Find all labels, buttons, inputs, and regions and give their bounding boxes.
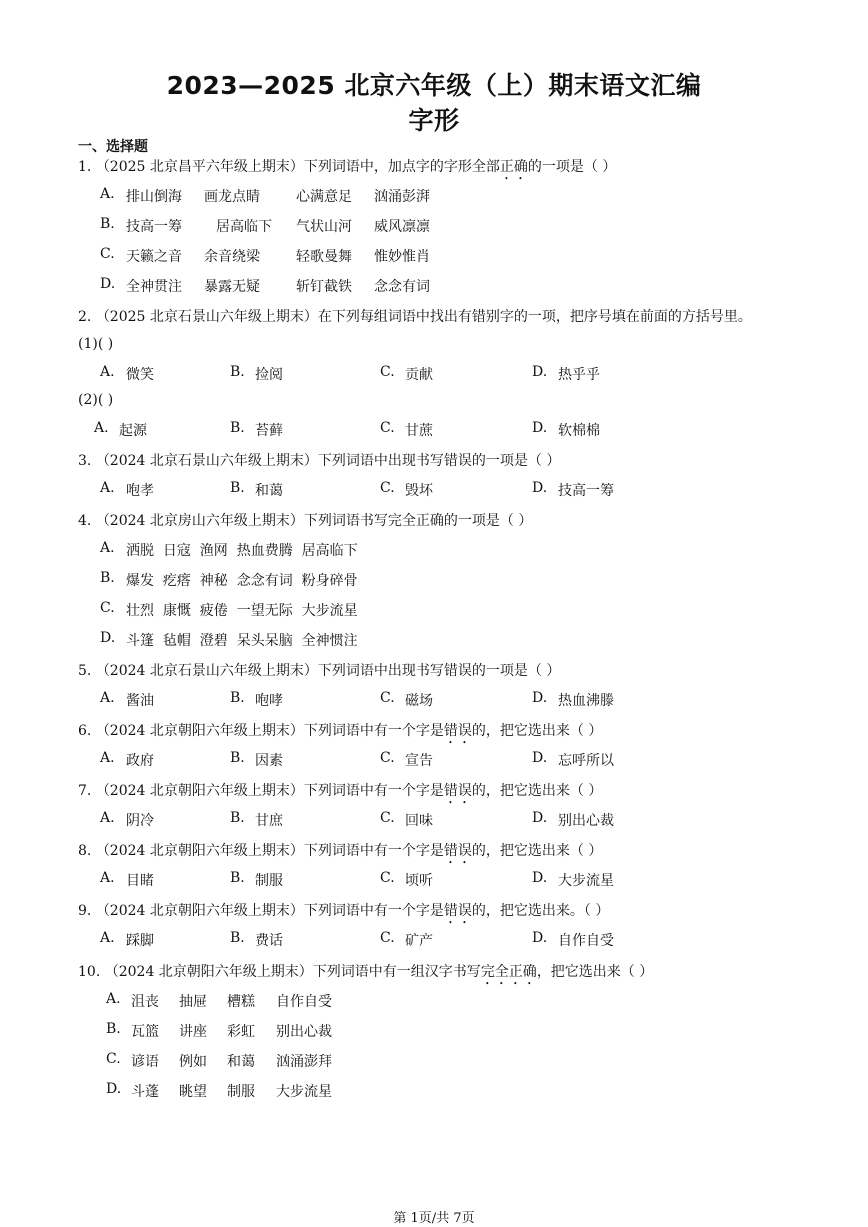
option-word: 甘蔗 bbox=[405, 423, 433, 439]
option-word: 念念有词 bbox=[374, 279, 430, 295]
question-source: （2024 北京朝阳六年级上期末） bbox=[95, 723, 304, 739]
option-word: 自作自受 bbox=[558, 933, 614, 949]
option-word: 制服 bbox=[227, 1084, 255, 1100]
option-label: C. bbox=[380, 420, 395, 436]
option-word: 汹涌澎拜 bbox=[276, 1054, 332, 1070]
option-word: 踩脚 bbox=[126, 933, 154, 949]
option-label: A. bbox=[100, 540, 115, 556]
question-9 bbox=[78, 900, 609, 927]
question-stem: 下列词语中有一个字是错误的，把它选出来（ ） bbox=[303, 723, 603, 739]
question-7 bbox=[78, 780, 602, 807]
option-word: 阴冷 bbox=[126, 813, 154, 829]
option-label: C. bbox=[380, 750, 395, 766]
option-label: B. bbox=[100, 216, 115, 232]
option-label: A. bbox=[100, 870, 115, 886]
option-label: D. bbox=[532, 930, 548, 946]
question-stem: 下列词语中有一个字是错误的，把它选出来。（ ） bbox=[303, 903, 610, 919]
question-source: （2025 北京昌平六年级上期末） bbox=[95, 159, 304, 175]
section-heading: 一、选择题 bbox=[78, 139, 148, 155]
option-word: 画龙点睛 bbox=[204, 189, 260, 205]
question-number: 9. bbox=[78, 903, 92, 919]
option-word: 气状山河 bbox=[296, 219, 352, 235]
question-2 bbox=[78, 306, 752, 326]
question-4 bbox=[78, 510, 532, 530]
option-label: D. bbox=[100, 630, 116, 646]
sub-question-2: (2)( ) bbox=[78, 392, 114, 408]
question-source: （2025 北京石景山六年级上期末） bbox=[95, 309, 318, 325]
option-label: A. bbox=[100, 186, 115, 202]
option-word: 制服 bbox=[255, 873, 283, 889]
option-label: D. bbox=[532, 750, 548, 766]
option-word: 威风凛凛 bbox=[374, 219, 430, 235]
document-subtitle: 字形 bbox=[408, 106, 460, 135]
question-number: 1. bbox=[78, 159, 92, 175]
option-label: D. bbox=[532, 690, 548, 706]
option-word: 天籁之音 bbox=[126, 249, 182, 265]
emphasis-dots: 错误 bbox=[443, 723, 472, 739]
option-label: B. bbox=[230, 690, 245, 706]
option-word: 贡献 bbox=[405, 367, 433, 383]
option-word: 咆孝 bbox=[126, 483, 154, 499]
option-label: B. bbox=[230, 420, 245, 436]
option-word: 甘庶 bbox=[255, 813, 283, 829]
document-title: 2023—2025 北京六年级（上）期末语文汇编 bbox=[166, 71, 702, 100]
question-1 bbox=[78, 156, 616, 183]
option-label: A. bbox=[100, 930, 115, 946]
option-label: B. bbox=[230, 750, 245, 766]
option-word: 心满意足 bbox=[296, 189, 352, 205]
option-word: 别出心裁 bbox=[558, 813, 614, 829]
question-number: 7. bbox=[78, 783, 92, 799]
option-label: B. bbox=[230, 480, 245, 496]
question-stem: 下列词语中有一个字是错误的，把它选出来（ ） bbox=[303, 843, 603, 859]
option-label: D. bbox=[532, 480, 548, 496]
question-5 bbox=[78, 660, 560, 680]
option-word: 忘呼所以 bbox=[558, 753, 614, 769]
option-label: A. bbox=[100, 480, 115, 496]
option-text: 爆发 疙瘩 神秘 念念有词 粉身碎骨 bbox=[126, 573, 358, 589]
option-word: 热乎乎 bbox=[558, 367, 600, 383]
option-word: 软棉棉 bbox=[558, 423, 600, 439]
option-label: D. bbox=[532, 870, 548, 886]
option-label: C. bbox=[380, 810, 395, 826]
option-word: 例如 bbox=[179, 1054, 207, 1070]
option-label: B. bbox=[230, 364, 245, 380]
question-number: 6. bbox=[78, 723, 92, 739]
option-word: 酱油 bbox=[126, 693, 154, 709]
option-label: D. bbox=[532, 420, 548, 436]
question-number: 10. bbox=[78, 964, 101, 980]
question-source: （2024 北京朝阳六年级上期末） bbox=[95, 783, 304, 799]
option-word: 政府 bbox=[126, 753, 154, 769]
option-label: C. bbox=[100, 246, 115, 262]
option-word: 槽糕 bbox=[227, 994, 255, 1010]
question-number: 2. bbox=[78, 309, 92, 325]
option-word: 斩钉截铁 bbox=[296, 279, 352, 295]
option-label: A. bbox=[106, 991, 121, 1007]
option-word: 余音绕梁 bbox=[204, 249, 260, 265]
option-label: A. bbox=[100, 750, 115, 766]
option-word: 斗蓬 bbox=[131, 1084, 159, 1100]
option-word: 顷听 bbox=[405, 873, 433, 889]
option-word: 瓦篮 bbox=[131, 1024, 159, 1040]
question-source: （2024 北京石景山六年级上期末） bbox=[95, 453, 318, 469]
option-word: 因素 bbox=[255, 753, 283, 769]
question-stem: 下列词语中，加点字的字形全部正确的一项是（ ） bbox=[303, 159, 617, 175]
option-word: 汹涌彭湃 bbox=[374, 189, 430, 205]
question-source: （2024 北京房山六年级上期末） bbox=[95, 513, 304, 529]
option-label: A. bbox=[100, 690, 115, 706]
option-word: 技高一筹 bbox=[126, 219, 182, 235]
question-8 bbox=[78, 840, 602, 867]
question-source: （2024 北京朝阳六年级上期末） bbox=[104, 964, 313, 980]
emphasis-dots: 正确 bbox=[499, 159, 528, 175]
sub-question-1: (1)( ) bbox=[78, 336, 114, 352]
option-word: 谚语 bbox=[131, 1054, 159, 1070]
emphasis-dots: 错误 bbox=[443, 843, 472, 859]
option-label: C. bbox=[100, 600, 115, 616]
option-label: C. bbox=[380, 364, 395, 380]
question-number: 3. bbox=[78, 453, 92, 469]
option-label: A. bbox=[94, 420, 109, 436]
question-number: 5. bbox=[78, 663, 92, 679]
option-word: 彩虹 bbox=[227, 1024, 255, 1040]
option-label: C. bbox=[106, 1051, 121, 1067]
option-word: 自作自受 bbox=[276, 994, 332, 1010]
option-word: 眺望 bbox=[179, 1084, 207, 1100]
option-label: B. bbox=[106, 1021, 121, 1037]
option-label: A. bbox=[100, 810, 115, 826]
question-stem: 下列词语中有一组汉字书写完全正确，把它选出来（ ） bbox=[312, 964, 654, 980]
option-word: 矿产 bbox=[405, 933, 433, 949]
option-label: D. bbox=[532, 810, 548, 826]
option-word: 热血沸滕 bbox=[558, 693, 614, 709]
question-10 bbox=[78, 961, 653, 988]
question-source: （2024 北京朝阳六年级上期末） bbox=[95, 903, 304, 919]
option-label: C. bbox=[380, 930, 395, 946]
option-label: D. bbox=[106, 1081, 122, 1097]
option-label: B. bbox=[230, 870, 245, 886]
question-number: 4. bbox=[78, 513, 92, 529]
question-stem: 下列词语中出现书写错误的一项是（ ） bbox=[317, 663, 561, 679]
question-stem: 下列词语中有一个字是错误的，把它选出来（ ） bbox=[303, 783, 603, 799]
option-word: 和蔼 bbox=[255, 483, 283, 499]
option-word: 大步流星 bbox=[276, 1084, 332, 1100]
option-word: 回味 bbox=[405, 813, 433, 829]
option-word: 抽屉 bbox=[179, 994, 207, 1010]
option-word: 和蔼 bbox=[227, 1054, 255, 1070]
option-label: B. bbox=[230, 930, 245, 946]
option-word: 讲座 bbox=[179, 1024, 207, 1040]
option-word: 捡阅 bbox=[255, 367, 283, 383]
option-word: 费话 bbox=[255, 933, 283, 949]
option-label: D. bbox=[532, 364, 548, 380]
option-word: 微笑 bbox=[126, 367, 154, 383]
option-label: C. bbox=[380, 870, 395, 886]
option-word: 技高一筹 bbox=[558, 483, 614, 499]
option-word: 咆哮 bbox=[255, 693, 283, 709]
option-word: 大步流星 bbox=[558, 873, 614, 889]
option-word: 别出心裁 bbox=[276, 1024, 332, 1040]
option-text: 斗篷 毡帽 澄碧 呆头呆脑 全神惯注 bbox=[126, 633, 358, 649]
option-word: 轻歌曼舞 bbox=[296, 249, 352, 265]
question-3 bbox=[78, 450, 560, 470]
question-source: （2024 北京朝阳六年级上期末） bbox=[95, 843, 304, 859]
option-label: B. bbox=[230, 810, 245, 826]
option-label: B. bbox=[100, 570, 115, 586]
option-word: 毁坏 bbox=[405, 483, 433, 499]
question-number: 8. bbox=[78, 843, 92, 859]
option-label: D. bbox=[100, 276, 116, 292]
option-word: 宣告 bbox=[405, 753, 433, 769]
option-label: A. bbox=[100, 364, 115, 380]
option-word: 暴露无疑 bbox=[204, 279, 260, 295]
option-label: C. bbox=[380, 690, 395, 706]
option-word: 居高临下 bbox=[216, 219, 272, 235]
option-text: 洒脱 日寇 渔网 热血费腾 居高临下 bbox=[126, 543, 358, 559]
question-6 bbox=[78, 720, 602, 747]
page-footer: 第 1页/共 7页 bbox=[393, 1211, 475, 1226]
emphasis-dots: 错误 bbox=[443, 903, 472, 919]
option-word: 沮丧 bbox=[131, 994, 159, 1010]
emphasis-dots: 错误 bbox=[443, 783, 472, 799]
option-word: 苔藓 bbox=[255, 423, 283, 439]
option-label: C. bbox=[380, 480, 395, 496]
option-word: 起源 bbox=[119, 423, 147, 439]
option-word: 惟妙惟肖 bbox=[374, 249, 430, 265]
question-stem: 下列词语中出现书写错误的一项是（ ） bbox=[317, 453, 561, 469]
question-stem: 在下列每组词语中找出有错别字的一项，把序号填在前面的方括号里。 bbox=[317, 309, 752, 325]
option-word: 磁场 bbox=[405, 693, 433, 709]
option-word: 全神贯注 bbox=[126, 279, 182, 295]
question-stem: 下列词语书写完全正确的一项是（ ） bbox=[303, 513, 533, 529]
option-word: 目睹 bbox=[126, 873, 154, 889]
option-word: 排山倒海 bbox=[126, 189, 182, 205]
emphasis-dots: 完全正确 bbox=[480, 964, 537, 980]
option-text: 壮烈 康慨 疲倦 一望无际 大步流星 bbox=[126, 603, 358, 619]
question-source: （2024 北京石景山六年级上期末） bbox=[95, 663, 318, 679]
